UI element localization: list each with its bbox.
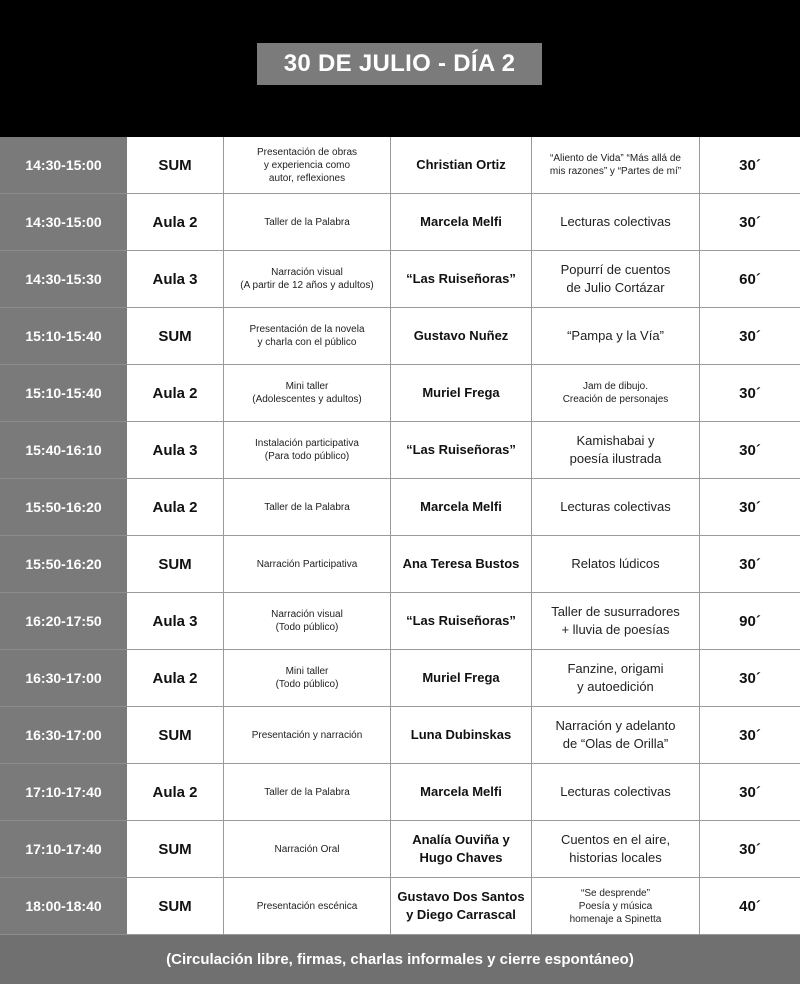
work-cell: “Se desprende” Poesía y música homenaje a Spinetta: [532, 878, 700, 935]
presenter-cell: Gustavo Nuñez: [391, 308, 532, 365]
room-cell: SUM: [127, 878, 224, 935]
activity-cell: Taller de la Palabra: [224, 764, 391, 821]
page-title: 30 DE JULIO - DÍA 2: [257, 43, 542, 85]
activity-cell: Narración Oral: [224, 821, 391, 878]
footer-note: (Circulación libre, firmas, charlas informales y cierre espontáneo): [0, 935, 800, 984]
time-cell: 14:30-15:00: [0, 194, 127, 251]
activity-cell: Taller de la Palabra: [224, 479, 391, 536]
time-cell: 14:30-15:00: [0, 137, 127, 194]
room-cell: SUM: [127, 137, 224, 194]
presenter-cell: Marcela Melfi: [391, 194, 532, 251]
activity-cell: Presentación escénica: [224, 878, 391, 935]
work-cell: Fanzine, origami y autoedición: [532, 650, 700, 707]
activity-cell: Presentación y narración: [224, 707, 391, 764]
room-cell: Aula 3: [127, 422, 224, 479]
room-cell: SUM: [127, 536, 224, 593]
time-cell: 16:20-17:50: [0, 593, 127, 650]
work-cell: Popurrí de cuentos de Julio Cortázar: [532, 251, 700, 308]
room-cell: Aula 3: [127, 251, 224, 308]
room-cell: Aula 2: [127, 194, 224, 251]
table-row: [0, 194, 800, 251]
table-row: [0, 707, 800, 764]
time-cell: 17:10-17:40: [0, 821, 127, 878]
room-cell: Aula 2: [127, 650, 224, 707]
table-row: [0, 422, 800, 479]
table-row: [0, 764, 800, 821]
duration-cell: 30´: [700, 137, 800, 194]
duration-cell: 30´: [700, 365, 800, 422]
presenter-cell: “Las Ruiseñoras”: [391, 593, 532, 650]
activity-cell: Narración visual (Todo público): [224, 593, 391, 650]
duration-cell: 90´: [700, 593, 800, 650]
activity-cell: Instalación participativa (Para todo público): [224, 422, 391, 479]
activity-cell: Mini taller (Adolescentes y adultos): [224, 365, 391, 422]
activity-cell: Presentación de obras y experiencia como autor, reflexiones: [224, 137, 391, 194]
time-cell: 16:30-17:00: [0, 650, 127, 707]
table-row: [0, 821, 800, 878]
room-cell: Aula 2: [127, 479, 224, 536]
presenter-cell: Marcela Melfi: [391, 479, 532, 536]
presenter-cell: Gustavo Dos Santos y Diego Carrascal: [391, 878, 532, 935]
activity-cell: Narración Participativa: [224, 536, 391, 593]
duration-cell: 30´: [700, 194, 800, 251]
room-cell: Aula 2: [127, 365, 224, 422]
header: [0, 0, 800, 137]
activity-cell: Mini taller (Todo público): [224, 650, 391, 707]
duration-cell: 40´: [700, 878, 800, 935]
presenter-cell: “Las Ruiseñoras”: [391, 422, 532, 479]
work-cell: Narración y adelanto de “Olas de Orilla”: [532, 707, 700, 764]
work-cell: “Pampa y la Vía”: [532, 308, 700, 365]
time-cell: 15:10-15:40: [0, 365, 127, 422]
schedule-table: [0, 137, 800, 935]
duration-cell: 30´: [700, 479, 800, 536]
room-cell: Aula 2: [127, 764, 224, 821]
work-cell: Lecturas colectivas: [532, 764, 700, 821]
duration-cell: 30´: [700, 707, 800, 764]
time-cell: 15:50-16:20: [0, 479, 127, 536]
work-cell: Relatos lúdicos: [532, 536, 700, 593]
table-row: [0, 536, 800, 593]
activity-cell: Narración visual (A partir de 12 años y adultos): [224, 251, 391, 308]
duration-cell: 30´: [700, 650, 800, 707]
time-cell: 18:00-18:40: [0, 878, 127, 935]
room-cell: SUM: [127, 707, 224, 764]
table-row: [0, 251, 800, 308]
duration-cell: 30´: [700, 422, 800, 479]
presenter-cell: Muriel Frega: [391, 650, 532, 707]
duration-cell: 30´: [700, 821, 800, 878]
table-row: [0, 650, 800, 707]
room-cell: Aula 3: [127, 593, 224, 650]
activity-cell: Taller de la Palabra: [224, 194, 391, 251]
duration-cell: 30´: [700, 308, 800, 365]
presenter-cell: Ana Teresa Bustos: [391, 536, 532, 593]
table-row: [0, 479, 800, 536]
presenter-cell: “Las Ruiseñoras”: [391, 251, 532, 308]
room-cell: SUM: [127, 821, 224, 878]
work-cell: Taller de susurradores + lluvia de poesías: [532, 593, 700, 650]
activity-cell: Presentación de la novela y charla con el público: [224, 308, 391, 365]
duration-cell: 30´: [700, 536, 800, 593]
table-row: [0, 365, 800, 422]
presenter-cell: Marcela Melfi: [391, 764, 532, 821]
table-row: [0, 308, 800, 365]
presenter-cell: Muriel Frega: [391, 365, 532, 422]
time-cell: 14:30-15:30: [0, 251, 127, 308]
work-cell: “Aliento de Vida” “Más allá de mis razones” y “Partes de mí”: [532, 137, 700, 194]
work-cell: Lecturas colectivas: [532, 194, 700, 251]
room-cell: SUM: [127, 308, 224, 365]
presenter-cell: Luna Dubinskas: [391, 707, 532, 764]
table-row: [0, 593, 800, 650]
time-cell: 16:30-17:00: [0, 707, 127, 764]
presenter-cell: Analía Ouviña y Hugo Chaves: [391, 821, 532, 878]
work-cell: Cuentos en el aire, historias locales: [532, 821, 700, 878]
time-cell: 15:40-16:10: [0, 422, 127, 479]
work-cell: Lecturas colectivas: [532, 479, 700, 536]
time-cell: 15:50-16:20: [0, 536, 127, 593]
presenter-cell: Christian Ortiz: [391, 137, 532, 194]
time-cell: 17:10-17:40: [0, 764, 127, 821]
table-row: [0, 137, 800, 194]
work-cell: Jam de dibujo. Creación de personajes: [532, 365, 700, 422]
duration-cell: 30´: [700, 764, 800, 821]
table-row: [0, 878, 800, 935]
time-cell: 15:10-15:40: [0, 308, 127, 365]
work-cell: Kamishabai y poesía ilustrada: [532, 422, 700, 479]
duration-cell: 60´: [700, 251, 800, 308]
